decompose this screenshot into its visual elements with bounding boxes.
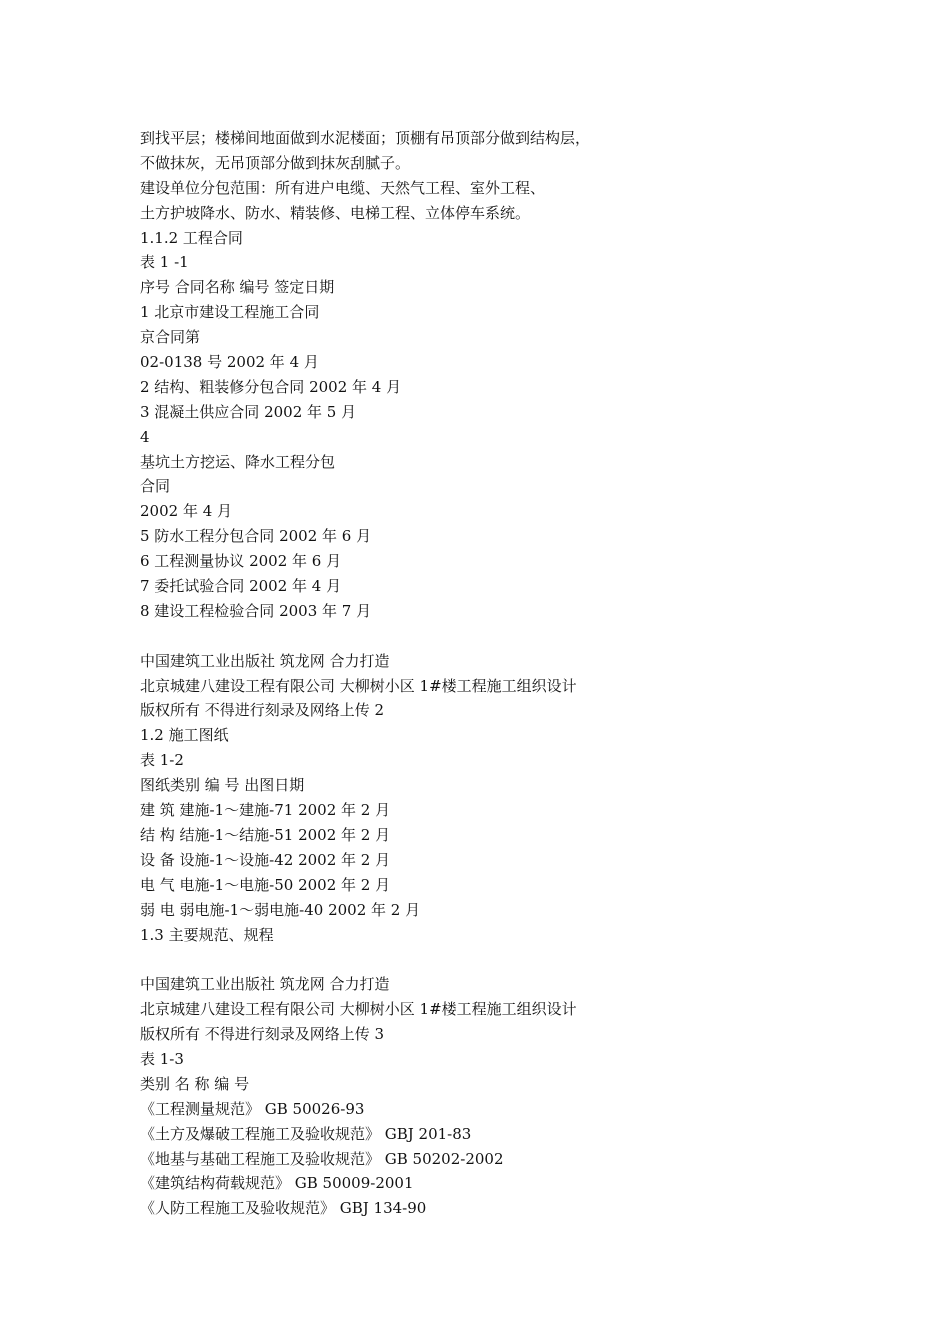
table-caption: 表 1-3	[140, 1049, 184, 1068]
company-footer: 北京城建八建设工程有限公司 大柳树小区 1#楼工程施工组织设计	[140, 1000, 577, 1019]
table-row: 4	[140, 427, 150, 446]
table-row: 结 构 结施-1～结施-51 2002 年 2 月	[140, 825, 391, 844]
table-row: 建 筑 建施-1～建施-71 2002 年 2 月	[140, 801, 391, 820]
copyright-footer: 版权所有 不得进行刻录及网络上传 3	[140, 1025, 385, 1044]
table-row: 《工程测量规范》 GB 50026-93	[140, 1099, 365, 1118]
table-row: 合同	[140, 477, 171, 496]
section-heading: 1.3 主要规范、规程	[140, 925, 274, 944]
table-row: 设 备 设施-1～设施-42 2002 年 2 月	[140, 850, 391, 869]
table-row: 电 气 电施-1～电施-50 2002 年 2 月	[140, 875, 391, 894]
blank-line	[140, 624, 900, 649]
table-row: 弱 电 弱电施-1～弱电施-40 2002 年 2 月	[140, 900, 421, 919]
text-line: 土方护坡降水、防水、精装修、电梯工程、立体停车系统。	[140, 203, 531, 222]
table-header: 序号 合同名称 编号 签定日期	[140, 278, 335, 297]
table-row: 7 委托试验合同 2002 年 4 月	[140, 577, 342, 596]
table-caption: 表 1-2	[140, 751, 184, 770]
table-row: 1 北京市建设工程施工合同	[140, 303, 320, 322]
copyright-footer: 版权所有 不得进行刻录及网络上传 2	[140, 701, 385, 720]
table-row: 8 建设工程检验合同 2003 年 7 月	[140, 601, 372, 620]
text-line: 不做抹灰，无吊顶部分做到抹灰刮腻子。	[140, 153, 411, 172]
publisher-footer: 中国建筑工业出版社 筑龙网 合力打造	[140, 651, 390, 670]
publisher-footer: 中国建筑工业出版社 筑龙网 合力打造	[140, 975, 390, 994]
table-row: 《地基与基础工程施工及验收规范》 GB 50202-2002	[140, 1149, 504, 1168]
text-line: 到找平层；楼梯间地面做到水泥楼面；顶棚有吊顶部分做到结构层，	[140, 129, 591, 147]
section-heading: 1.1.2 工程合同	[140, 228, 243, 247]
table-row: 6 工程测量协议 2002 年 6 月	[140, 552, 342, 571]
table-header: 类别 名 称 编 号	[140, 1074, 250, 1093]
table-row: 3 混凝土供应合同 2002 年 5 月	[140, 402, 357, 421]
blank-line	[140, 947, 900, 972]
table-row: 5 防水工程分包合同 2002 年 6 月	[140, 527, 372, 546]
table-header: 图纸类别 编 号 出图日期	[140, 776, 305, 795]
table-row: 《建筑结构荷载规范》 GB 50009-2001	[140, 1174, 414, 1193]
section-heading: 1.2 施工图纸	[140, 726, 229, 745]
company-footer: 北京城建八建设工程有限公司 大柳树小区 1#楼工程施工组织设计	[140, 676, 577, 695]
table-row: 《人防工程施工及验收规范》 GBJ 134-90	[140, 1199, 427, 1218]
table-row: 2 结构、粗装修分包合同 2002 年 4 月	[140, 377, 402, 396]
table-row: 2002 年 4 月	[140, 502, 233, 521]
document-page	[140, 126, 900, 1221]
table-row: 京合同第	[140, 328, 201, 347]
table-row: 《土方及爆破工程施工及验收规范》 GBJ 201-83	[140, 1124, 472, 1143]
table-caption: 表 1 -1	[140, 253, 189, 272]
text-line: 建设单位分包范围：所有进户电缆、天然气工程、室外工程、	[140, 178, 546, 197]
table-row: 02-0138 号 2002 年 4 月	[140, 353, 319, 372]
table-row: 基坑土方挖运、降水工程分包	[140, 452, 336, 471]
